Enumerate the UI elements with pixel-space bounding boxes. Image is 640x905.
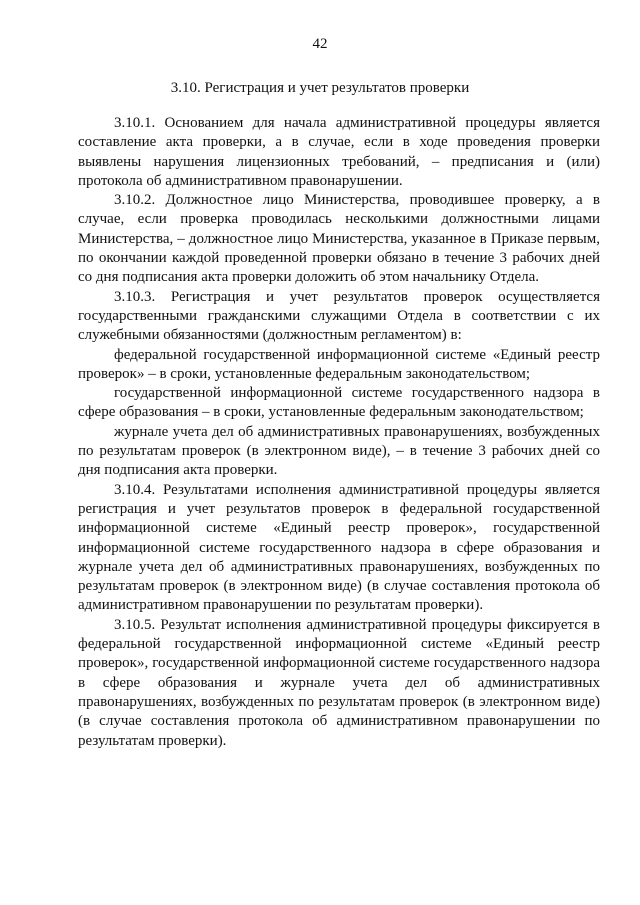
list-item-offense-journal: журнале учета дел об административных правонарушениях, возбужденных по результатам проверок (в электронном виде), – в течение 3 рабочих дней со дня подписания акта проверки.	[78, 423, 600, 479]
paragraph-3-10-2: 3.10.2. Должностное лицо Министерства, проводившее проверку, а в случае, если проверка проводилась несколькими должностными лицами Министерства, – должностное лицо Министерства, указанное в Приказе первым, по окончании каждой проведенной проверки обязано в течение 3 рабочих дней со дня подписания акта проверки доложить об этом начальнику Отдела.	[78, 192, 600, 286]
page-number: 42	[312, 36, 328, 52]
paragraph-3-10-3: 3.10.3. Регистрация и учет результатов проверок осуществляется государственными гражданскими служащими Отдела в соответствии с их служебными обязанностями (должностным регламентом) в:	[78, 288, 600, 344]
paragraph-3-10-1: 3.10.1. Основанием для начала административной процедуры является составление акта проверки, а в случае, если в ходе проведения проверки выявлены нарушения лицензионных требований, – предписания и (или) протокола об административном правонарушении.	[78, 115, 600, 189]
document-body	[78, 114, 600, 751]
list-item-education-supervision-system: государственной информационной системе государственного надзора в сфере образования – в сроки, установленные федеральным законодательством;	[78, 385, 600, 421]
list-item-unified-registry: федеральной государственной информационной системе «Единый реестр проверок» – в сроки, установленные федеральным законодательством;	[78, 346, 600, 382]
section-title: 3.10. Регистрация и учет результатов проверки	[170, 80, 470, 96]
paragraph-3-10-4: 3.10.4. Результатами исполнения административной процедуры является регистрация и учет результатов проверок в федеральной государственной информационной системе «Единый реестр проверок», государственной информационной системе государственного надзора в сфере образования и журнале учета дел об административных правонарушениях, возбужденных по результатам проверок (в электронном виде) (в случае составления протокола об административном правонарушении по результатам проверки).	[78, 481, 600, 614]
paragraph-3-10-5: 3.10.5. Результат исполнения административной процедуры фиксируется в федеральной государственной информационной системе «Единый реестр проверок», государственной информационной системе государственного надзора в сфере образования и журнале учета дел об административных правонарушениях, возбужденных по результатам проверок (в электронном виде) (в случае составления протокола об административном правонарушении по результатам проверки).	[78, 616, 600, 749]
